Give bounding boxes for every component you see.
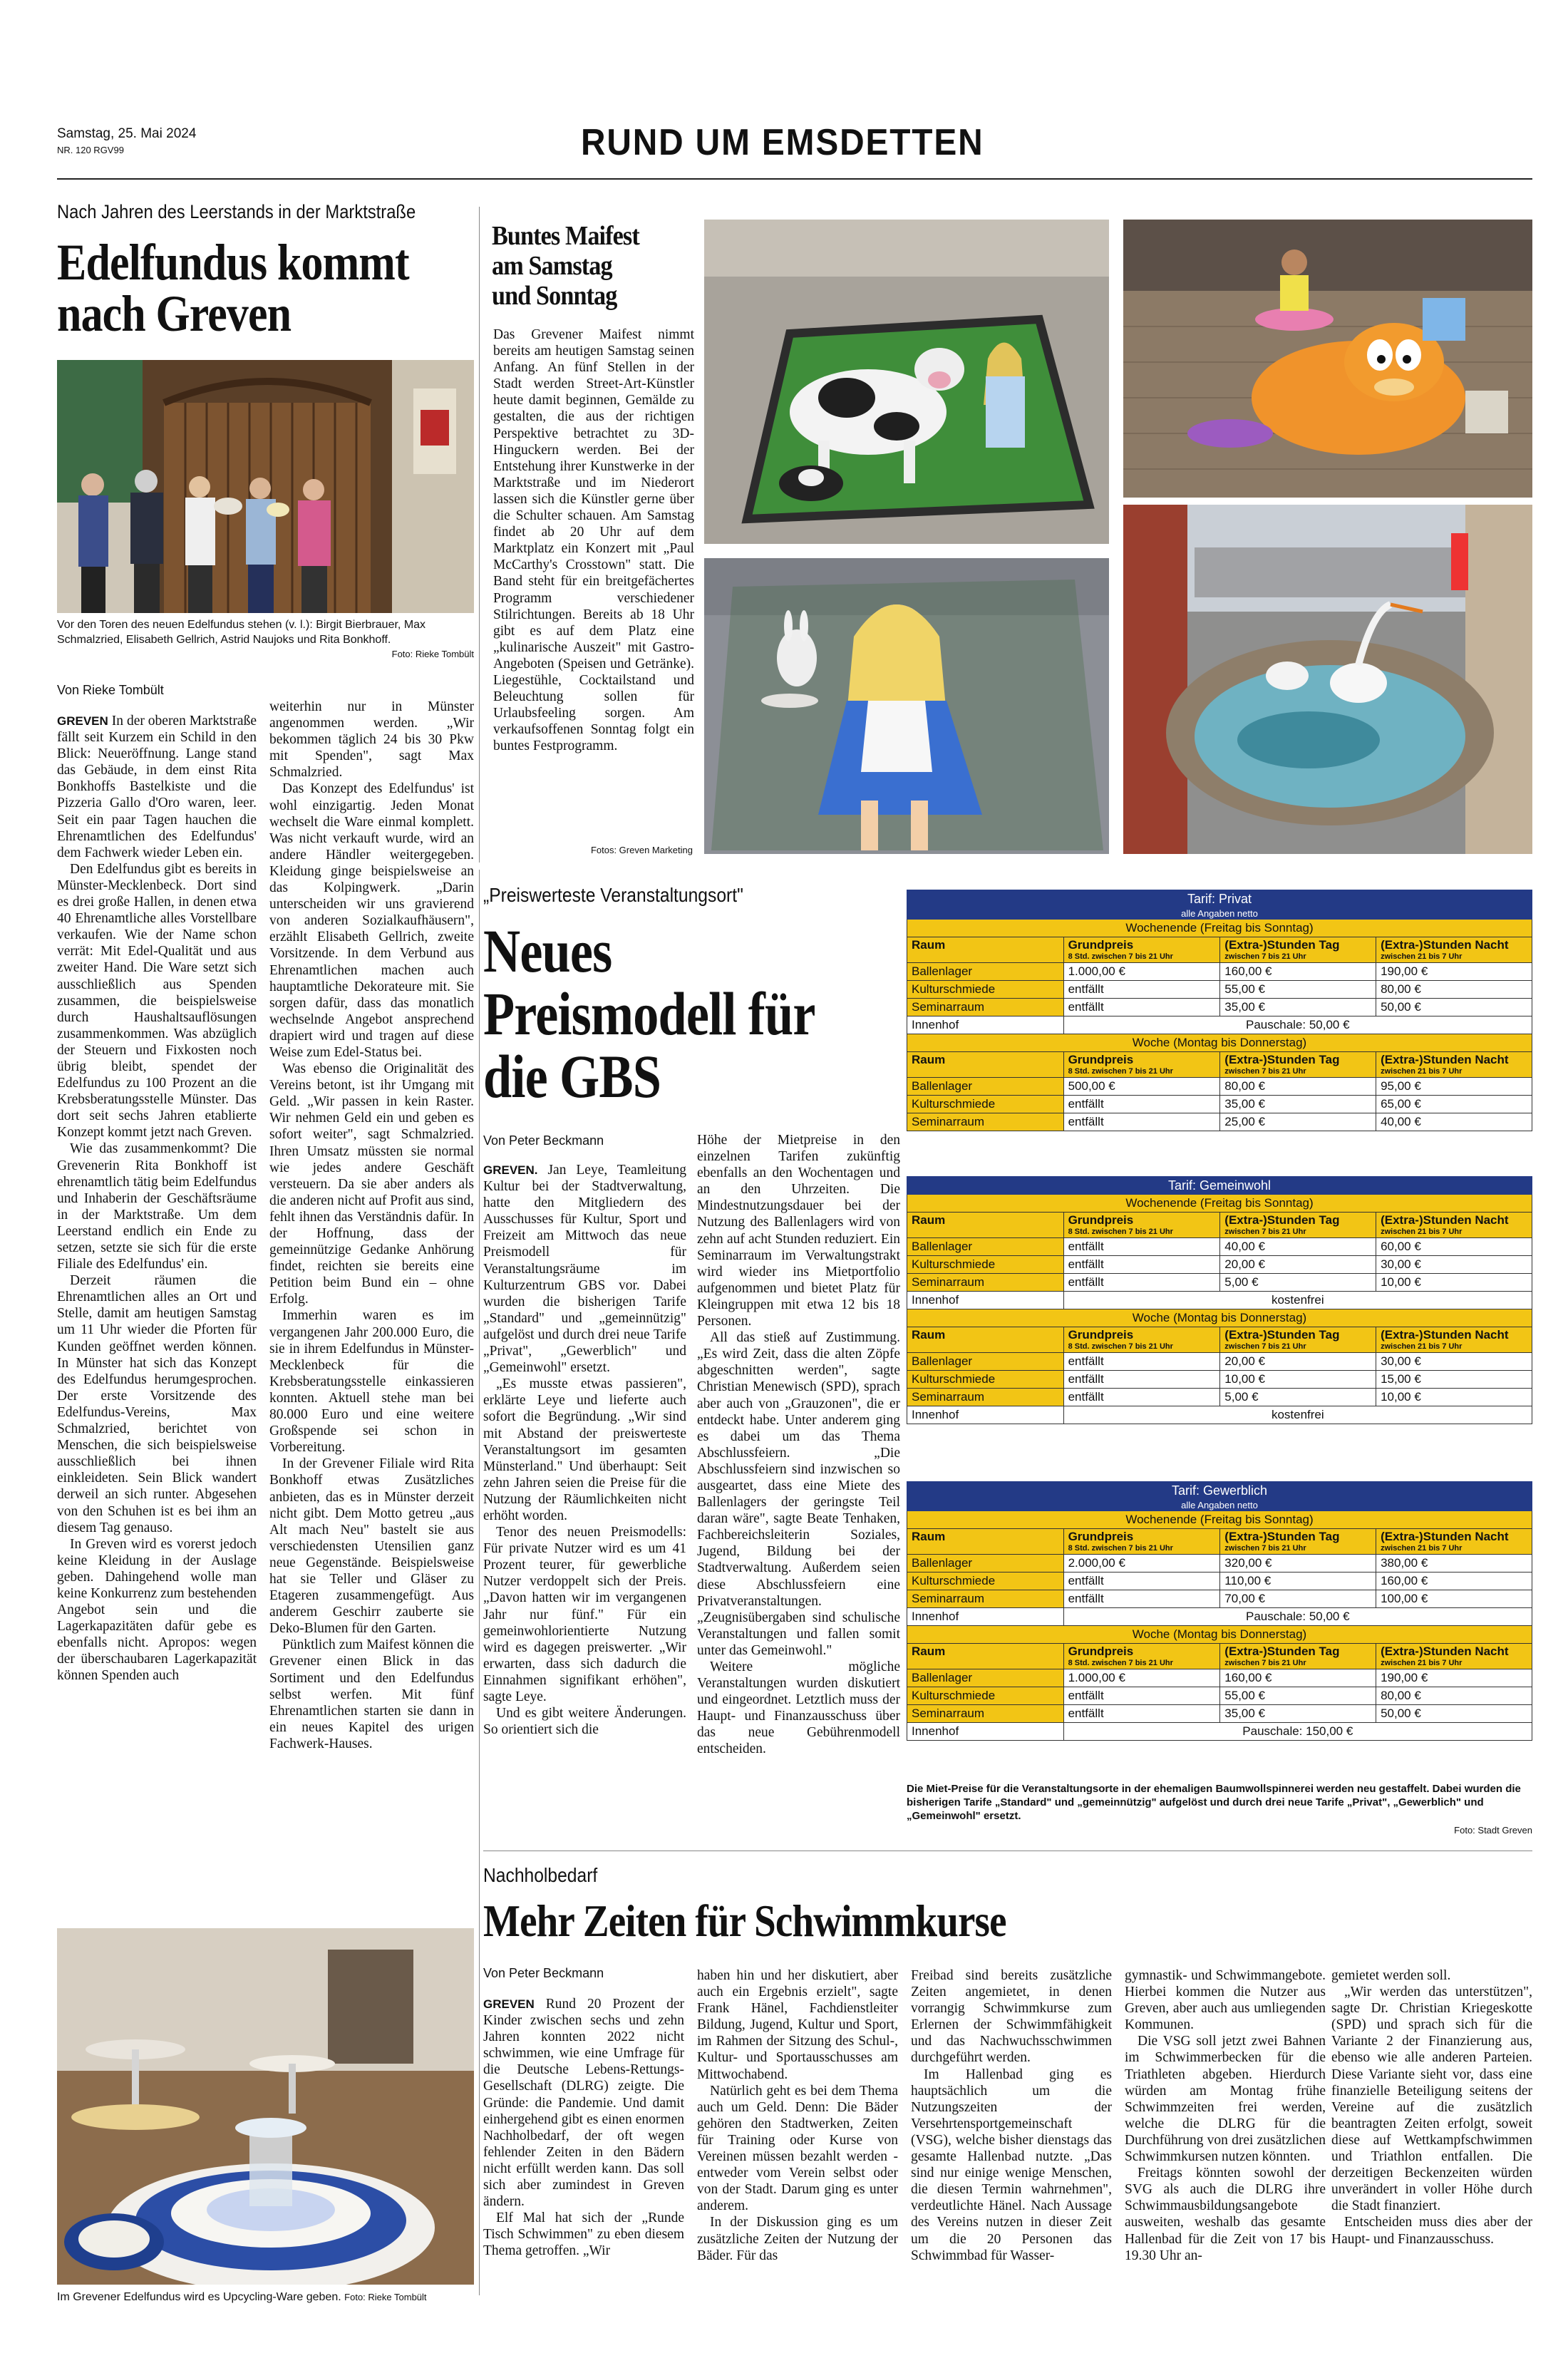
article1-byline: Von Rieke Tombült xyxy=(57,683,164,697)
article2-paragraph: „Es musste etwas passieren", erklärte Leye und lieferte auch sofort die Begründung. „Wir sind mit Abstand der preiswerteste Veranstaltungsort im gesamten Münsterland." Und überhaupt: Seit zehn Jahren seien die Preise für die Nutzung der Räumlichkeiten nicht erhöht worden. xyxy=(483,1376,686,1523)
issue-date: Samstag, 25. Mai 2024 xyxy=(57,126,197,141)
table-cell: entfällt xyxy=(1063,1705,1220,1723)
article1-kicker: Nach Jahren des Leerstands in der Marktstraße xyxy=(57,201,416,222)
table-cell: 30,00 € xyxy=(1376,1256,1532,1274)
article1-column-1 xyxy=(57,713,257,1910)
article2-headline-line2: Preismodell für xyxy=(483,979,815,1048)
table-cell: 10,00 € xyxy=(1376,1274,1532,1292)
table-row xyxy=(907,1371,1532,1389)
table-cell: 30,00 € xyxy=(1376,1353,1532,1371)
article2-paragraph: Tenor des neuen Preismodells: Für private Nutzer wird es um 41 Prozent teurer, für gewerbliche Nutzer verdoppelt sich der Preis. „Davon hatten wir im vergangenen Jahr nur fünf." Für ein gemeinwohlorientierte Nutzung wird es dagegen preiswerter. „Wir erwarten, dass sich dadurch die Einnahmen signifikant erhöhen", sagte Leye. xyxy=(483,1525,686,1704)
street-art-alice-photo xyxy=(704,558,1109,854)
article2-headline-line1: Neues xyxy=(483,917,612,985)
table-cell: 160,00 € xyxy=(1220,1669,1376,1687)
photo2-caption-text: Im Grevener Edelfundus wird es Upcycling-Ware geben. xyxy=(57,2291,341,2303)
innenhof-label: Innenhof xyxy=(907,1292,1064,1309)
article1-paragraph: weiterhin nur in Münster angenommen werden. „Wir bekommen täglich 24 bis 30 Pkw mit Spenden", sagt Max Schmalzried. xyxy=(269,699,474,781)
table-cell: 95,00 € xyxy=(1376,1078,1532,1096)
col-header-tag: (Extra-)Stunden Tag zwischen 7 bis 21 Uhr xyxy=(1220,1644,1376,1669)
article1-photo-caption: Vor den Toren des neuen Edelfundus stehen (v. l.): Birgit Bierbrauer, Max Schmalzried, Elisabeth Gellrich, Astrid Naujoks und Rita Bonkhoff. xyxy=(57,619,426,646)
issue-number: NR. 120 RGV99 xyxy=(57,145,124,155)
table-cell: 2.000,00 € xyxy=(1063,1555,1220,1573)
tarif-title: Tarif: Privat xyxy=(907,890,1532,908)
innenhof-value: Pauschale: 50,00 € xyxy=(1063,1016,1532,1034)
table-cell: 55,00 € xyxy=(1220,1687,1376,1705)
article3-column-5 xyxy=(1331,1967,1532,2295)
col-header-tag: (Extra-)Stunden Tag zwischen 7 bis 21 Uhr xyxy=(1220,1052,1376,1078)
table-cell: 20,00 € xyxy=(1220,1256,1376,1274)
tarif-table-credit: Foto: Stadt Greven xyxy=(1454,1825,1532,1836)
article1-paragraph: Pünktlich zum Maifest können die Grevener einen Blick in das Sortiment und den Edelfundus selbst werfen. Mit fünf Ehrenamtlichen starten sie dann in ein neues Kapitel des urigen Fachwerk-Hauses. xyxy=(269,1637,474,1751)
table-cell: 5,00 € xyxy=(1220,1274,1376,1292)
table-cell: Kulturschmiede xyxy=(907,1371,1064,1389)
col-header-nacht: (Extra-)Stunden Nacht zwischen 21 bis 7 Uhr xyxy=(1376,1529,1532,1555)
article3-byline: Von Peter Beckmann xyxy=(483,1966,604,1980)
col-header-grundpreis: Grundpreis 8 Std. zwischen 7 bis 21 Uhr xyxy=(1063,1644,1220,1669)
col-header-tag: (Extra-)Stunden Tag zwischen 7 bis 21 Uhr xyxy=(1220,1529,1376,1555)
table-cell: Ballenlager xyxy=(907,1669,1064,1687)
article2-column-1 xyxy=(483,1162,686,1839)
table-row xyxy=(907,1353,1532,1371)
table-cell: 500,00 € xyxy=(1063,1078,1220,1096)
col-header-raum: Raum xyxy=(907,1052,1064,1078)
table-cell: 320,00 € xyxy=(1220,1555,1376,1573)
table-cell: Ballenlager xyxy=(907,1353,1064,1371)
table-cell: 55,00 € xyxy=(1220,981,1376,999)
table-row xyxy=(907,999,1532,1016)
table-cell: 20,00 € xyxy=(1220,1353,1376,1371)
col-header-nacht: (Extra-)Stunden Nacht zwischen 21 bis 7 Uhr xyxy=(1376,1213,1532,1238)
table-cell: entfällt xyxy=(1063,1113,1220,1131)
innenhof-value: Pauschale: 150,00 € xyxy=(1063,1723,1532,1741)
table-cell: entfällt xyxy=(1063,1590,1220,1608)
table-cell: 70,00 € xyxy=(1220,1590,1376,1608)
article1-paragraph: Das Konzept des Edelfundus' ist wohl einzigartig. Jeden Monat wechselt die Ware einmal komplett. Was nicht verkauft wurde, wird an andere Händler weitergegeben. Kleidung ginge beispielsweise an das Kolpingwerk. „Darin unterscheiden wir uns gravierend von anderen Sozialkaufhäusern", erzählt Elisabeth Gellrich, zweite Vorsitzende. In dem Verbund aus Ehrenamtlichen machen auch hauptamtliche Dekorateure mit. Sie sorgen dafür, dass das monatlich wechselnde Angebot ansprechend drapiert wird und tragen auf diese Weise zum Edel-Status bei. xyxy=(269,781,474,1060)
innenhof-label: Innenhof xyxy=(907,1723,1064,1741)
table-cell: Kulturschmiede xyxy=(907,1573,1064,1590)
innenhof-value: kostenfrei xyxy=(1063,1292,1532,1309)
sidebar-paragraph: Das Grevener Maifest nimmt bereits am heutigen Samstag seinen Anfang. An fünf Stellen in der Stadt werden Street-Art-Künstler heute damit beginnen, Gemälde zu gestalten, die aus der richtigen Perspektive betrachtet zu 3D-Hinguckern werden. Bei der Entstehung ihrer Kunstwerke in der Marktstraße und im Niederort lassen sich die Künstler gerne über die Schulter schauen. Am Samstag findet ab 20 Uhr auf dem Marktplatz ein Konzert mit „Paul McCarthy's Crosstown" statt. Die Band steht für ein breitgefächertes Programm verschiedener Stilrichtungen. Bereits ab 18 Uhr gibt es auf dem Platz eine „kulinarische Auszeit" mit Gastro-Angeboten (Speisen und Getränke). Liegestühle, Cocktailstand und Beleuchtung sollen für Urlaubsfeeling sorgen. Am verkaufsoffenen Sonntag folgt ein buntes Festprogramm. xyxy=(493,327,694,754)
article1-paragraph: Wie das zusammenkommt? Die Grevenerin Rita Bonkhoff ist ehrenamtlich tätig beim Edelfundus und Inhaberin der Geschäftsräume in der Marktstraße. Um dem Leerstand endlich ein Ende zu setzen, setzte sie sich für die erste Filiale des Edelfundus' ein. xyxy=(57,1141,257,1272)
street-art-pond-photo xyxy=(1123,505,1532,854)
photo2-credit: Foto: Rieke Tombült xyxy=(344,2292,427,2302)
article1-headline-line2: nach Greven xyxy=(57,285,292,342)
tarif-period: Wochenende (Freitag bis Sonntag) xyxy=(907,1195,1532,1213)
table-row xyxy=(907,1590,1532,1608)
tarif-table xyxy=(907,1176,1532,1424)
table-row xyxy=(907,963,1532,981)
col-header-nacht: (Extra-)Stunden Nacht zwischen 21 bis 7 Uhr xyxy=(1376,1052,1532,1078)
table-cell: 65,00 € xyxy=(1376,1096,1532,1113)
sidebar-headline-line1: Buntes Maifest xyxy=(492,221,639,251)
tarif-period: Woche (Montag bis Donnerstag) xyxy=(907,1034,1532,1052)
table-row xyxy=(907,1573,1532,1590)
table-cell: Seminarraum xyxy=(907,1590,1064,1608)
article3-dateline: GREVEN xyxy=(483,1997,535,2011)
table-cell: entfällt xyxy=(1063,999,1220,1016)
table-cell: 80,00 € xyxy=(1220,1078,1376,1096)
article2-paragraph: All das stieß auf Zustimmung. „Es wird Zeit, dass die alten Zöpfe abgeschnitten werden", sagte Christian Menewisch (SPD), sprach aber auch von „Grauzonen", die er entdeckt habe. Unter anderem ging es dabei um das Thema Abschlussfeiern. „Die Abschlussfeiern sind inzwischen so ausgeartet, dass eine Miete des Ballenlagers der geringste Teil daran wäre", sagte Beate Tenhaken, Fachbereichsleiterin Soziales, Jugend, Bildung bei der Stadtverwaltung. Außerdem seien diese Abschlussfeiern eine Privatveranstaltungen. „Zeugnisübergaben sind schulische Veranstaltungen und fallen somit unter das Gemeinwohl." xyxy=(697,1330,900,1658)
table-cell: entfällt xyxy=(1063,1096,1220,1113)
article2-paragraph: Weitere mögliche Veranstaltungen wurden diskutiert und eingeordnet. Letztlich muss der Haupt- und Finanzausschuss über das neue Gebührenmodell entscheiden. xyxy=(697,1659,900,1757)
col-header-raum: Raum xyxy=(907,1529,1064,1555)
table-cell: 110,00 € xyxy=(1220,1573,1376,1590)
table-row xyxy=(907,1389,1532,1406)
col-header-grundpreis: Grundpreis 8 Std. zwischen 7 bis 21 Uhr xyxy=(1063,1213,1220,1238)
article3-paragraph: gemietet werden soll. xyxy=(1331,1968,1451,1983)
article3-column-2 xyxy=(697,1967,898,2295)
article3-paragraph: „Wir werden das unterstützen", sagte Dr. Christian Kriegeskotte (SPD) und sprach sich für die Variante 2 der Finanzierung aus, ebenso wie alle anderen Parteien. Diese Variante sieht vor, dass eine finanzielle Beteiligung seitens der Vereine auf die zusätzlich beantragten Zeiten erfolgt, soweit diese auf Wettkampfschwimmen und Triathlon entfallen. Die derzeitigen Beckenzeiten würden unverändert in voller Höhe durch die Stadt finanziert. xyxy=(1331,1985,1532,2214)
table-cell: 10,00 € xyxy=(1220,1371,1376,1389)
table-cell: 40,00 € xyxy=(1220,1238,1376,1256)
article1-photo2-caption xyxy=(57,2290,474,2305)
table-cell: Ballenlager xyxy=(907,963,1064,981)
sidebar-text xyxy=(493,326,694,840)
table-cell: 1.000,00 € xyxy=(1063,1669,1220,1687)
table-cell: 160,00 € xyxy=(1376,1573,1532,1590)
tarif-period: Wochenende (Freitag bis Sonntag) xyxy=(907,920,1532,937)
street-art-cow-photo xyxy=(704,220,1109,544)
table-cell: 190,00 € xyxy=(1376,1669,1532,1687)
table-cell: entfällt xyxy=(1063,1687,1220,1705)
sidebar-credit: Fotos: Greven Marketing xyxy=(590,845,693,855)
article1-paragraph: In Greven wird es vorerst jedoch keine Kleidung in der Auslage geben. Dahingehend wolle man keine Konkurrenz zum bestehenden Angebot sein und die Lagerkapazitäten dafür gebe es ebenfalls nicht. Apropos: wegen der überschaubaren Lagerkapazität können Spenden auch xyxy=(57,1536,257,1684)
article3-headline: Mehr Zeiten für Schwimmkurse xyxy=(483,1895,1006,1946)
article3-column-4 xyxy=(1125,1967,1326,2295)
table-row xyxy=(907,1705,1532,1723)
tarif-table-caption: Die Miet-Preise für die Veranstaltungsorte in der ehemaligen Baumwollspinnerei werden neu gestaffelt. Dabei wurden die bisherigen Tarife „Standard" und „gemeinnützig" aufgelöst und durch drei neue Tarife „Privat", „Gewerblich" und „Gemeinwohl" ersetzt. xyxy=(907,1783,1521,1822)
table-cell: Seminarraum xyxy=(907,999,1064,1016)
edelfundus-team-photo xyxy=(57,360,474,613)
table-cell: 35,00 € xyxy=(1220,999,1376,1016)
table-row xyxy=(907,1555,1532,1573)
innenhof-label: Innenhof xyxy=(907,1016,1064,1034)
table-cell: 50,00 € xyxy=(1376,1705,1532,1723)
table-cell: Seminarraum xyxy=(907,1113,1064,1131)
table-cell: Seminarraum xyxy=(907,1705,1064,1723)
col-header-grundpreis: Grundpreis 8 Std. zwischen 7 bis 21 Uhr xyxy=(1063,937,1220,963)
table-cell: 60,00 € xyxy=(1376,1238,1532,1256)
sidebar-headline-line2: am Samstag xyxy=(492,251,612,281)
table-cell: entfällt xyxy=(1063,981,1220,999)
article1-paragraph: Derzeit räumen die Ehrenamtlichen alles an Ort und Stelle, damit am heutigen Samstag um 11 Uhr wieder die Pforten für Kunden geöffnet werden können. In Münster hat sich das Konzept des Edelfundus herumgesprochen. Der erste Vorsitzende des Edelfundus-Vereins, Max Schmalzried, berichtet von Menschen, die sich beispielsweise ausschließlich bei ihnen einkleideten. Sein Blick wandert derweil an sich runter. Abgesehen von den Schuhen ist es bei ihm an diesem Tag genauso. xyxy=(57,1273,257,1535)
tarif-table xyxy=(907,890,1532,1131)
table-cell: 25,00 € xyxy=(1220,1113,1376,1131)
table-row xyxy=(907,1687,1532,1705)
street-art-garfield-photo xyxy=(1123,220,1532,498)
col-header-tag: (Extra-)Stunden Tag zwischen 7 bis 21 Uhr xyxy=(1220,1213,1376,1238)
innenhof-label: Innenhof xyxy=(907,1608,1064,1626)
col-header-nacht: (Extra-)Stunden Nacht zwischen 21 bis 7 Uhr xyxy=(1376,937,1532,963)
col-header-nacht: (Extra-)Stunden Nacht zwischen 21 bis 7 Uhr xyxy=(1376,1327,1532,1353)
table-cell: Ballenlager xyxy=(907,1555,1064,1573)
table-cell: 40,00 € xyxy=(1376,1113,1532,1131)
table-cell: 80,00 € xyxy=(1376,981,1532,999)
col-header-grundpreis: Grundpreis 8 Std. zwischen 7 bis 21 Uhr xyxy=(1063,1327,1220,1353)
article1-dateline: GREVEN xyxy=(57,714,108,728)
article3-paragraph: Rund 20 Prozent der Kinder zwischen sechs und zehn Jahren konnten 2022 nicht schwimmen, wie eine Umfrage für die Deutsche Lebens-Rettungs-Gesellschaft (DLRG) zeigte. Die Gründe: die Pandemie. Und damit einhergehend gibt es einen enormen Nachholbedarf, der oft wegen fehlender Zeiten in den Bädern nicht erfüllt werden kann. Das soll sich aber zumindest in Greven ändern. xyxy=(483,1997,684,2210)
article3-paragraph: Elf Mal hat sich der „Runde Tisch Schwimmen" zu eben diesem Thema getroffen. „Wir xyxy=(483,2210,684,2259)
tarif-title: Tarif: Gewerblich xyxy=(907,1482,1532,1500)
header-rule xyxy=(57,178,1532,180)
table-cell: entfällt xyxy=(1063,1256,1220,1274)
tarif-subtitle: alle Angaben netto xyxy=(907,1500,1532,1511)
table-row xyxy=(907,1274,1532,1292)
col-header-grundpreis: Grundpreis 8 Std. zwischen 7 bis 21 Uhr xyxy=(1063,1052,1220,1078)
article1-paragraph: Immerhin waren es im vergangenen Jahr 200.000 Euro, die sie in ihrem Edelfundus in Münster-Mecklenbeck für die Krebsberatungsstelle einkassieren konnten. Aktuell stehe man bei 80.000 Euro und eine weitere Großspende sei schon in Vorbereitung. xyxy=(269,1308,474,1456)
table-cell: 50,00 € xyxy=(1376,999,1532,1016)
article3-kicker: Nachholbedarf xyxy=(483,1864,598,1886)
article1-headline-line1: Edelfundus kommt xyxy=(57,234,409,291)
col-header-raum: Raum xyxy=(907,937,1064,963)
article3-paragraph: In der Diskussion ging es um zusätzliche Zeiten der Nutzung der Bäder. Für das xyxy=(697,2215,898,2263)
article2-kicker: „Preiswerteste Veranstaltungsort" xyxy=(483,884,743,906)
table-cell: 1.000,00 € xyxy=(1063,963,1220,981)
article3-paragraph: Freitags könnten sowohl der SVG als auch die DLRG ihre Schwimmausbildungsangebote ausweiten, weshalb das gesamte Hallenbad für die Zeit von 17 bis 19.30 Uhr an- xyxy=(1125,2166,1326,2263)
col-header-grundpreis: Grundpreis 8 Std. zwischen 7 bis 21 Uhr xyxy=(1063,1529,1220,1555)
table-cell: 35,00 € xyxy=(1220,1096,1376,1113)
table-cell: entfällt xyxy=(1063,1389,1220,1406)
table-row xyxy=(907,1256,1532,1274)
section-title: RUND UM EMSDETTEN xyxy=(581,122,984,163)
upcycling-photo xyxy=(57,1928,474,2285)
col-header-raum: Raum xyxy=(907,1644,1064,1669)
col-header-raum: Raum xyxy=(907,1327,1064,1353)
table-row xyxy=(907,1113,1532,1131)
article3-paragraph: Entscheiden muss dies aber der Haupt- und Finanzausschuss. xyxy=(1331,2215,1532,2247)
innenhof-label: Innenhof xyxy=(907,1406,1064,1424)
table-row xyxy=(907,1238,1532,1256)
article3-column-3 xyxy=(911,1967,1112,2295)
column-divider-2 xyxy=(479,870,480,2295)
article3-paragraph: gymnastik- und Schwimmangebote. Hierbei kommen die Nutzer aus Greven, aber auch aus umliegenden Kommunen. xyxy=(1125,1968,1326,2033)
table-cell: entfällt xyxy=(1063,1274,1220,1292)
tarif-period: Wochenende (Freitag bis Sonntag) xyxy=(907,1511,1532,1529)
table-cell: 160,00 € xyxy=(1220,963,1376,981)
article2-headline-line3: die GBS xyxy=(483,1042,661,1111)
table-row xyxy=(907,981,1532,999)
article3-paragraph: Die VSG soll jetzt zwei Bahnen im Schwimmerbecken für die Triathleten abgeben. Hierdurch würden am Montag frühe Schwimmzeiten frei werden, welche die DLRG für die Durchführung von drei zusätzlichen Schwimmkursen nutzen könnten. xyxy=(1125,2034,1326,2165)
article1-paragraph: Den Edelfundus gibt es bereits in Münster-Mecklenbeck. Dort sind es drei große Hallen, in denen etwa 40 Ehrenamtliche alles Vorstellbare verkaufen. Wie der Name schon verrät: Mit Edel-Qualität und aus zweiter Hand. Die Ware setzt sich ausschließlich aus Spenden zusammen, die beispielsweise durch Haushaltsauflösungen zusammenkommen. Was abzüglich der Steuern und Fixkosten noch übrig bleibt, spendet der Edelfundus zu 100 Prozent an die Krebsberatungsstelle Münster. Das dort seit sechs Jahren etablierte Konzept kommt jetzt nach Greven. xyxy=(57,861,257,1141)
table-cell: 100,00 € xyxy=(1376,1590,1532,1608)
article2-dateline: GREVEN. xyxy=(483,1163,538,1177)
article2-byline: Von Peter Beckmann xyxy=(483,1133,604,1148)
article2-column-2 xyxy=(697,1132,900,1845)
tarif-table xyxy=(907,1481,1532,1741)
article2-paragraph: Und es gibt weitere Änderungen. So orientiert sich die xyxy=(483,1706,686,1738)
tarif-period: Woche (Montag bis Donnerstag) xyxy=(907,1626,1532,1644)
article3-paragraph: Im Hallenbad ging es hauptsächlich um die Nutzungszeiten der Versehrtensportgemeinschaft (VSG), welche bisher dienstags das gesamte Hallenbad nutzte. „Das sind nur einige wenige Menschen, die diesen Termin wahrnehmen", verdeutlichte Hänel. Nach Aussage des Vereins nutzen in dieser Zeit um die 20 Personen das Schwimmbad für Wasser- xyxy=(911,2066,1112,2263)
article3-paragraph: haben hin und her diskutiert, aber auch ein Ergebnis erzielt", sagte Frank Hänel, Fachdienstleiter Bildung, Jugend, Kultur und Sport, im Rahmen der Sitzung des Schul-, Kultur- und Sportausschusses am Mittwochabend. xyxy=(697,1968,898,2082)
table-cell: 35,00 € xyxy=(1220,1705,1376,1723)
table-cell: entfällt xyxy=(1063,1353,1220,1371)
article2-paragraph: Jan Leye, Teamleitung Kultur bei der Stadtverwaltung, hatte den Mitgliedern des Ausschusses für Kultur, Sport und Freizeit am Mittwoch das neue Preismodell für Veranstaltungsräume im Kulturzentrum GBS vor. Dabei wurden die bisherigen Tarife „Standard" und „gemeinnützig" aufgelöst und durch drei neue Tarife „Privat", „Gewerblich" und „Gemeinwohl" ersetzt. xyxy=(483,1163,686,1376)
article1-paragraph: In der oberen Marktstraße fällt seit Kurzem ein Schild in den Blick: Neueröffnung. Lange stand das Gebäude, in dem einst Rita Bonkhoffs Bastelkiste und die Pizzeria Gallo d'Oro waren, leer. Seit ein paar Tagen hauchen die Ehrenamtlichen des Edelfundus' dem Fachwerk wieder Leben ein. xyxy=(57,714,257,860)
article3-column-1 xyxy=(483,1996,684,2295)
table-cell: Ballenlager xyxy=(907,1238,1064,1256)
col-header-tag: (Extra-)Stunden Tag zwischen 7 bis 21 Uhr xyxy=(1220,1327,1376,1353)
table-row xyxy=(907,1078,1532,1096)
article1-paragraph: Was ebenso die Originalität des Vereins betont, ist ihr Umgang mit Geld. „Wir passen in kein Raster. Wir nehmen Geld ein und geben es sofort weiter", sagt Schmalzried. Ihren Umsatz müssten sie normal wie jedes andere Geschäft versteuern. Da sie aber anders als die anderen nicht auf Profit aus sind, fehlt ihnen das Verständnis dafür. In der Hoffnung, dass der gemeinnützige Gedanke Anhörung findet, reichten sie bereits eine Petition beim Bund ein – ohne Erfolg. xyxy=(269,1061,474,1307)
table-cell: entfällt xyxy=(1063,1238,1220,1256)
table-cell: Kulturschmiede xyxy=(907,1687,1064,1705)
table-cell: Kulturschmiede xyxy=(907,1256,1064,1274)
table-cell: entfällt xyxy=(1063,1573,1220,1590)
table-cell: Seminarraum xyxy=(907,1389,1064,1406)
sidebar-headline-line3: und Sonntag xyxy=(492,281,617,311)
table-cell: entfällt xyxy=(1063,1371,1220,1389)
table-cell: 10,00 € xyxy=(1376,1389,1532,1406)
col-header-tag: (Extra-)Stunden Tag zwischen 7 bis 21 Uhr xyxy=(1220,937,1376,963)
article1-column-2 xyxy=(269,699,474,1918)
col-header-nacht: (Extra-)Stunden Nacht zwischen 21 bis 7 Uhr xyxy=(1376,1644,1532,1669)
table-row xyxy=(907,1669,1532,1687)
table-cell: 190,00 € xyxy=(1376,963,1532,981)
table-cell: Kulturschmiede xyxy=(907,981,1064,999)
table-cell: 80,00 € xyxy=(1376,1687,1532,1705)
table-cell: 380,00 € xyxy=(1376,1555,1532,1573)
col-header-raum: Raum xyxy=(907,1213,1064,1238)
innenhof-value: Pauschale: 50,00 € xyxy=(1063,1608,1532,1626)
table-cell: 15,00 € xyxy=(1376,1371,1532,1389)
tarif-period: Woche (Montag bis Donnerstag) xyxy=(907,1309,1532,1327)
article1-paragraph: In der Grevener Filiale wird Rita Bonkhoff etwas Zusätzliches anbieten, das es in Münster derzeit nicht gibt. Dem Motto getreu „aus Alt mach Neu" bastelt sie aus verschiedensten Utensilien ganz neue Gegenstände. Beispielsweise hat sie Teller und Gläser zu Etageren zusammengefügt. Aus anderem Geschirr zauberte sie Deko-Blumen für den Garten. xyxy=(269,1456,474,1637)
table-row xyxy=(907,1096,1532,1113)
table-cell: Seminarraum xyxy=(907,1274,1064,1292)
column-divider xyxy=(479,207,480,863)
article3-paragraph: Freibad sind bereits zusätzliche Zeiten angemietet, in denen vorrangig Schwimmkurse zum Erlernen der Schwimmfähigkeit und das Nachwuchsschwimmen durchgeführt werden. xyxy=(911,1968,1112,2066)
table-cell: Kulturschmiede xyxy=(907,1096,1064,1113)
article3-paragraph: Natürlich geht es bei dem Thema auch um Geld. Denn: Die Bäder gehören den Stadtwerken, Zeiten für Training oder Kurse von Vereinen müssen bezahlt werden - entweder vom Verein selbst oder von der Stadt. Darum ging es unter anderem. xyxy=(697,2083,898,2214)
table-cell: 5,00 € xyxy=(1220,1389,1376,1406)
innenhof-value: kostenfrei xyxy=(1063,1406,1532,1424)
tarif-subtitle: alle Angaben netto xyxy=(907,908,1532,920)
article1-photo-credit: Foto: Rieke Tombült xyxy=(391,649,474,659)
table-cell: Ballenlager xyxy=(907,1078,1064,1096)
tarif-title: Tarif: Gemeinwohl xyxy=(907,1177,1532,1195)
article2-paragraph: Höhe der Mietpreise in den einzelnen Tarifen zukünftig ebenfalls an den Wochentagen und an den Uhrzeiten. Die Mindestnutzungsdauer bei der Nutzung des Ballenlagers wird von zehn auf acht Stunden reduziert. Ein Seminarraum im Verwaltungstrakt wird wieder ins Mietportfolio aufgenommen und bietet Platz für Kleingruppen mit etwa 12 bis 18 Personen. xyxy=(697,1133,900,1329)
